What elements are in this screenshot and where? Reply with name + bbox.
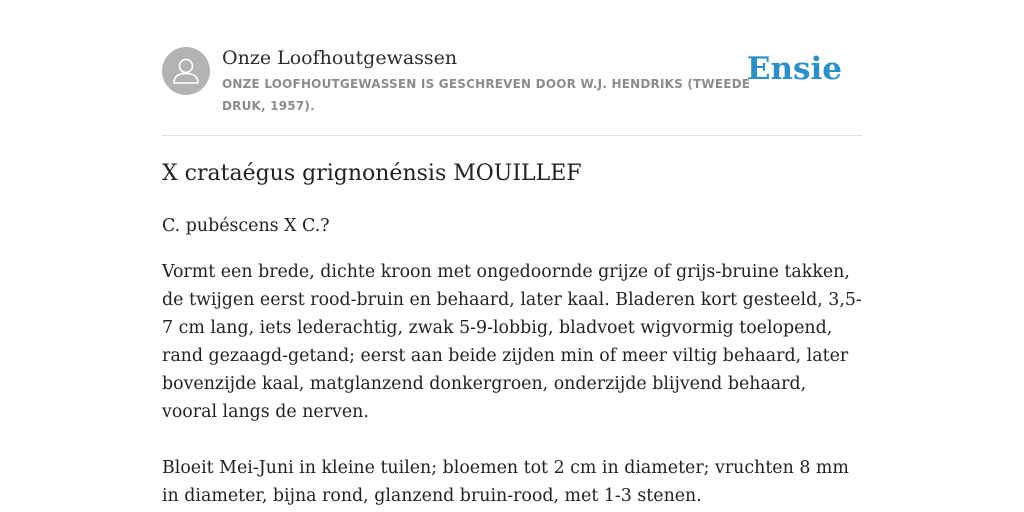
- user-silhouette-icon: [162, 47, 210, 95]
- flowering-paragraph: Bloeit Mei-Juni in kleine tuilen; bloemen tot 2 cm in diameter; vruchten 8 mm in diameter, bijna rond, glanzend bruin-rood, met 1-3 stenen.: [162, 458, 849, 506]
- entry-title: X crataégus grignonénsis MOUILLEF: [162, 161, 582, 186]
- entry-subtitle: C. pubéscens X C.?: [162, 216, 330, 236]
- user-avatar-icon[interactable]: [162, 47, 210, 95]
- source-header: [162, 44, 862, 136]
- entry-content: [162, 212, 862, 510]
- description-paragraph: Vormt een brede, dichte kroon met ongedoornde grijze of grijs-bruine takken, de twijgen eerst rood-bruin en behaard, later kaal. Bladeren kort gesteeld, 3,5-7 cm lang, iets lederachtig, zwak 5-9-lobbig, bladvoet wigvormig toelopend, rand gezaagd-getand; eerst aan beide zijden min of meer viltig behaard, later bovenzijde kaal, matglanzend donkergroen, onderzijde blijvend behaard, vooral langs de nerven.: [162, 262, 862, 422]
- source-description: ONZE LOOFHOUTGEWASSEN IS GESCHREVEN DOOR W.J. HENDRIKS (TWEEDE DRUK, 1957).: [222, 77, 751, 113]
- ensie-logo[interactable]: Ensie: [746, 51, 842, 87]
- source-title[interactable]: Onze Loofhoutgewassen: [222, 47, 458, 69]
